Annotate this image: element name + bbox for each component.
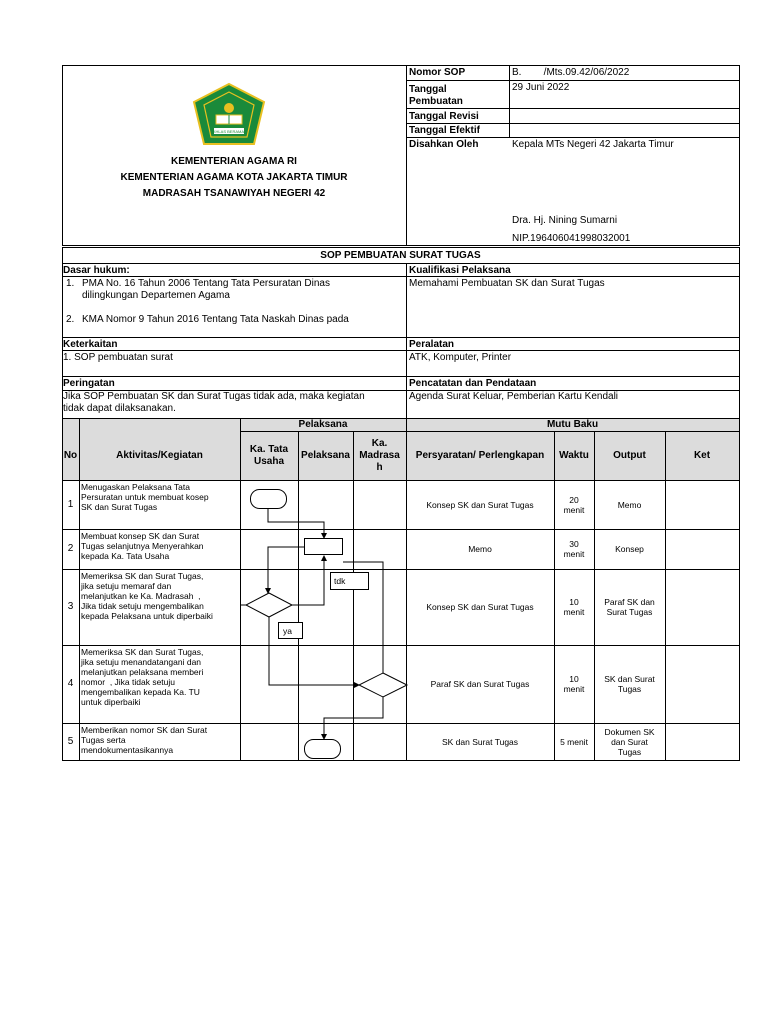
row-3-activity-line: Jika tidak setuju mengembalikan	[81, 601, 204, 611]
header-ka-tata-usaha	[240, 431, 298, 480]
row-5-activity-line: mendokumentasikannya	[81, 745, 174, 755]
header-ka-madrasah-line-3: h	[376, 461, 383, 473]
row-4-output-line: SK dan Surat	[604, 674, 655, 684]
row-1-requirement: Konsep SK dan Surat Tugas	[426, 499, 534, 510]
keterkaitan-label: Keterkaitan	[63, 339, 118, 350]
disahkan-label: Disahkan Oleh	[409, 139, 479, 150]
header-ka-madrasah	[353, 431, 406, 480]
row-3-time	[554, 569, 594, 645]
row-1-time-unit: menit	[563, 504, 585, 515]
dasar-hukum-1-a: PMA No. 16 Tahun 2006 Tentang Tata Persuratan Dinas	[82, 278, 330, 289]
header-ka-tata-line-2: Usaha	[253, 455, 284, 467]
row-3-activity-line: jika setuju memaraf dan	[81, 581, 172, 591]
row-5-output-line: Tugas	[617, 746, 642, 757]
row-3-time-value: 10	[569, 597, 579, 607]
header-mutu-group: Mutu Baku	[546, 418, 599, 430]
row-3-activity-line: kepada Pelaksana untuk diperbaiki	[81, 611, 213, 621]
row-4-activity-line: melanjutkan pelaksana memberi	[81, 667, 204, 677]
row-5-activity-line: Tugas serta	[81, 735, 126, 745]
flow-label-ya: ya	[283, 626, 292, 636]
nomor-sop-label: Nomor SOP	[409, 67, 466, 78]
svg-text:IKHLAS BERAMAL: IKHLAS BERAMAL	[211, 129, 247, 134]
header-persyaratan: Persyaratan/ Perlengkapan	[415, 449, 545, 461]
row-4-activity	[81, 647, 239, 707]
row-4-activity-line: Memeriksa SK dan Surat Tugas,	[81, 647, 204, 657]
header-ket: Ket	[693, 449, 711, 461]
row-2-activity	[81, 531, 239, 561]
row-4-output-line: Tugas	[617, 684, 642, 694]
row-4-time-value: 10	[569, 674, 579, 684]
row-1-activity-line: Menugaskan Pelaksana Tata	[81, 482, 191, 492]
peralatan-value: ATK, Komputer, Printer	[409, 352, 512, 363]
row-4-activity-line: nomor , Jika tidak setuju	[81, 677, 176, 687]
sop-title: SOP PEMBUATAN SURAT TUGAS	[320, 250, 481, 261]
row-2-requirement: Memo	[468, 544, 492, 554]
disahkan-value: Kepala MTs Negeri 42 Jakarta Timur	[512, 139, 674, 150]
keterkaitan-value: 1. SOP pembuatan surat	[63, 352, 173, 363]
row-2-time-value: 30	[569, 539, 579, 549]
row-4-time-unit: menit	[563, 684, 585, 694]
kualifikasi-label: Kualifikasi Pelaksana	[409, 265, 511, 276]
org-line-2: KEMENTERIAN AGAMA KOTA JAKARTA TIMUR	[120, 171, 348, 183]
row-1-activity	[81, 482, 239, 512]
row-4-requirement: Paraf SK dan Surat Tugas	[430, 679, 530, 689]
tanggal-pembuatan-label-2: Pembuatan	[409, 96, 463, 107]
process-box	[305, 539, 343, 555]
row-1-time-value: 20	[569, 494, 579, 505]
header-pelaksana-group: Pelaksana	[298, 418, 348, 430]
row-3-time-unit: menit	[563, 607, 585, 617]
row-1-activity-line: SK dan Surat Tugas	[81, 502, 158, 512]
row-2-activity-line: Tugas selanjutnya Menyerahkan	[81, 541, 204, 551]
header-ka-madrasah-line-2: Madrasa	[359, 449, 400, 461]
header-waktu: Waktu	[559, 449, 589, 461]
row-4-time	[554, 645, 594, 723]
row-4-activity-line: untuk diperbaiki	[81, 697, 141, 707]
org-line-1: KEMENTERIAN AGAMA RI	[171, 155, 297, 167]
peralatan-label: Peralatan	[409, 339, 455, 350]
header-pelaksana: Pelaksana	[301, 449, 350, 461]
row-5-activity-line: Memberikan nomor SK dan Surat	[81, 725, 208, 735]
row-3-output	[594, 569, 665, 645]
tanggal-efektif-label: Tanggal Efektif	[409, 125, 480, 136]
decision-kamad	[359, 673, 407, 697]
header-aktivitas: Aktivitas/Kegiatan	[116, 449, 203, 461]
tanggal-pembuatan-label-1: Tanggal	[409, 84, 447, 95]
tanggal-pembuatan-value: 29 Juni 2022	[512, 82, 570, 93]
row-2-time-unit: menit	[563, 549, 585, 559]
row-5-output	[594, 723, 665, 760]
row-1-no: 1	[67, 498, 74, 510]
row-1-time	[554, 480, 594, 529]
row-2-time	[554, 529, 594, 569]
header-ka-madrasah-line-1: Ka.	[371, 437, 388, 449]
row-3-activity	[81, 571, 241, 621]
kemenag-logo	[190, 82, 268, 148]
row-2-activity-line: Membuat konsep SK dan Surat	[81, 531, 200, 541]
signer-nip: NIP.196406041998032001	[512, 233, 631, 244]
row-2-activity-line: kepada Ka. Tata Usaha	[81, 551, 170, 561]
row-4-no: 4	[67, 678, 74, 689]
dasar-hukum-1-num: 1.	[66, 278, 75, 289]
header-output: Output	[613, 449, 646, 461]
header-no: No	[63, 449, 78, 461]
row-5-requirement: SK dan Surat Tugas	[441, 736, 519, 747]
peringatan-line-1: Jika SOP Pembuatan SK dan Surat Tugas tidak ada, maka kegiatan	[63, 391, 365, 402]
tanggal-revisi-label: Tanggal Revisi	[409, 111, 479, 122]
dasar-hukum-2-num: 2.	[66, 314, 75, 325]
end-terminator	[305, 740, 341, 759]
header-ka-tata-line-1: Ka. Tata	[249, 443, 289, 455]
row-4-activity-line: jika setuju menandatangani dan	[81, 657, 202, 667]
row-4-activity-line: mengembalikan kepada Ka. TU	[81, 687, 200, 697]
peringatan-label: Peringatan	[63, 378, 115, 389]
row-1-output: Memo	[617, 499, 642, 510]
row-3-activity-line: Memeriksa SK dan Surat Tugas,	[81, 571, 204, 581]
nomor-sop-value: B. /Mts.09.42/06/2022	[512, 67, 630, 78]
pencatatan-value: Agenda Surat Keluar, Pemberian Kartu Kendali	[409, 391, 619, 402]
row-5-time: 5 menit	[560, 736, 588, 747]
signer-name: Dra. Hj. Nining Sumarni	[512, 215, 618, 226]
row-5-output-line: Dokumen SK	[604, 726, 655, 737]
row-3-requirement: Konsep SK dan Surat Tugas	[426, 602, 534, 612]
dasar-hukum-label: Dasar hukum:	[63, 265, 130, 276]
flow-label-tdk: tdk	[334, 576, 346, 586]
row-1-activity-line: Persuratan untuk membuat kosep	[81, 492, 209, 502]
row-2-no: 2	[67, 543, 74, 554]
decision-katu	[246, 593, 292, 617]
row-3-no: 3	[67, 601, 74, 612]
dasar-hukum-1-b: dilingkungan Departemen Agama	[82, 290, 230, 301]
pencatatan-label: Pencatatan dan Pendataan	[409, 378, 537, 389]
peringatan-line-2: tidak dapat dilaksanakan.	[63, 403, 176, 414]
row-2-output: Konsep	[615, 544, 644, 554]
row-5-no: 5	[67, 735, 74, 747]
start-terminator	[251, 490, 287, 509]
org-line-3: MADRASAH TSANAWIYAH NEGERI 42	[142, 187, 326, 199]
row-3-output-line: Surat Tugas	[606, 607, 653, 617]
row-3-activity-line: melanjutkan ke Ka. Madrasah ,	[81, 591, 201, 601]
row-3-output-line: Paraf SK dan	[604, 597, 655, 607]
row-4-output	[594, 645, 665, 723]
kualifikasi-value: Memahami Pembuatan SK dan Surat Tugas	[409, 278, 605, 289]
dasar-hukum-2: KMA Nomor 9 Tahun 2016 Tentang Tata Naskah Dinas pada	[82, 314, 349, 325]
row-5-activity	[81, 725, 239, 755]
row-5-output-line: dan Surat	[611, 736, 648, 747]
